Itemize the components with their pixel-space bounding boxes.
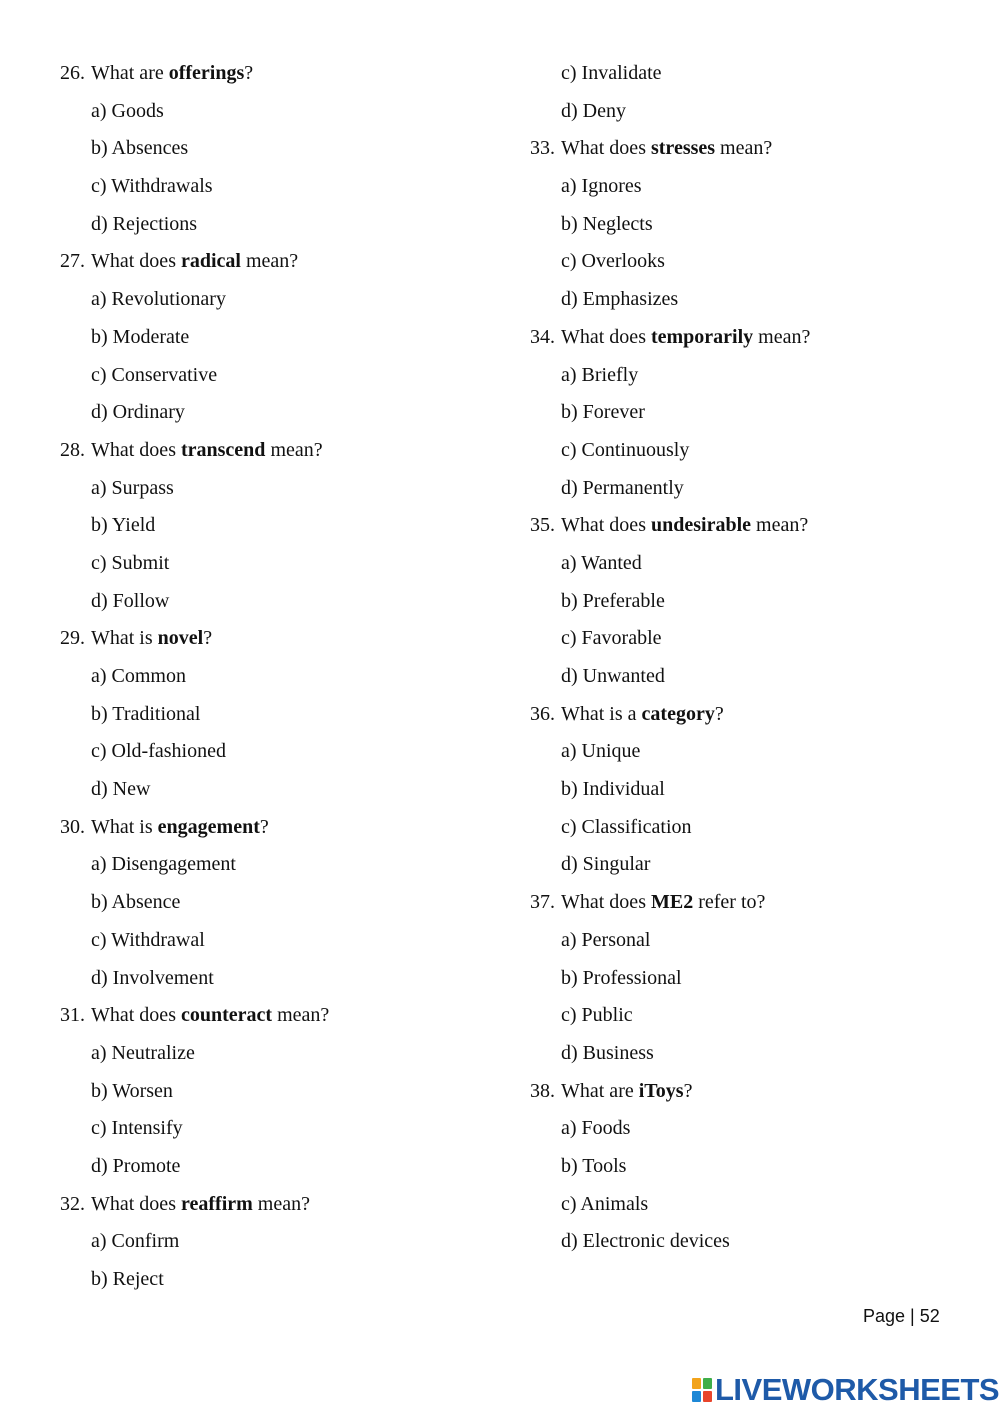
question-keyword: transcend (180, 438, 266, 461)
answer-option: d) Singular (561, 853, 651, 876)
answer-option: b) Moderate (91, 325, 190, 348)
question-number: 38. (530, 1079, 555, 1102)
answer-option: c) Invalidate (561, 62, 662, 84)
answer-option: d) Rejections (91, 212, 198, 235)
answer-option: b) Tools (561, 1154, 627, 1177)
question-prefix: What are (561, 1079, 639, 1102)
question-keyword: undesirable (650, 514, 752, 537)
question-text (91, 627, 212, 649)
logo-square (692, 1378, 701, 1389)
left-column (60, 55, 490, 1299)
question-prefix: What does (91, 250, 181, 273)
question-text (561, 137, 772, 159)
question-stem (60, 809, 490, 847)
answer-option: d) Electronic devices (561, 1230, 730, 1253)
answer-option: a) Personal (561, 928, 651, 951)
answer-option: b) Yield (91, 514, 156, 537)
question-prefix: What does (561, 514, 651, 537)
question-stem (60, 1186, 490, 1224)
question-keyword: radical (180, 250, 241, 273)
answer-option: c) Overlooks (561, 250, 665, 273)
question-keyword: engagement (157, 815, 260, 838)
question-keyword: iToys (638, 1079, 684, 1102)
answer-option: d) Emphasizes (561, 288, 679, 311)
question-keyword: ME2 (650, 891, 694, 914)
question-number: 29. (60, 627, 85, 650)
answer-option: a) Briefly (561, 363, 639, 386)
question-text (561, 514, 808, 536)
answer-option: a) Surpass (91, 476, 174, 499)
answer-option: a) Confirm (91, 1230, 180, 1253)
answer-option: c) Public (561, 1004, 633, 1027)
question-text (91, 439, 323, 461)
question-stem (530, 1073, 960, 1111)
question-suffix: mean? (240, 250, 299, 273)
question-number: 27. (60, 250, 85, 273)
answer-option: b) Absences (91, 137, 189, 160)
question-suffix: mean? (753, 325, 811, 348)
answer-option: b) Individual (561, 778, 665, 801)
question-number: 28. (60, 438, 85, 461)
question-prefix: What is (91, 815, 158, 838)
page-number: Page | 52 (863, 1306, 940, 1326)
question-suffix: mean? (715, 137, 773, 160)
question-keyword: reaffirm (180, 1192, 253, 1215)
question-number: 34. (530, 325, 555, 348)
liveworksheets-logo-icon (692, 1378, 712, 1402)
question-text (561, 703, 724, 725)
answer-option: a) Unique (561, 740, 641, 763)
right-column (530, 55, 960, 1261)
question-prefix: What is a (561, 702, 642, 725)
question-number: 32. (60, 1192, 85, 1215)
answer-option: d) Promote (91, 1154, 181, 1177)
question-stem (530, 696, 960, 734)
question-stem (60, 55, 490, 93)
question-text (561, 891, 765, 913)
question-prefix: What does (561, 325, 651, 348)
answer-option: a) Neutralize (91, 1041, 195, 1064)
answer-option: d) Unwanted (561, 665, 665, 687)
question-text (91, 62, 253, 84)
question-stem (530, 884, 960, 922)
answer-option: b) Preferable (561, 589, 665, 612)
question-keyword: offerings (168, 62, 245, 84)
answer-option: c) Animals (561, 1192, 649, 1215)
question-stem (60, 620, 490, 658)
question-prefix: What does (91, 1192, 181, 1215)
answer-option: c) Favorable (561, 627, 662, 650)
question-prefix: What does (561, 137, 651, 160)
answer-option: d) Deny (561, 99, 626, 122)
answer-option: c) Withdrawals (91, 175, 213, 198)
answer-option: d) Follow (91, 589, 170, 612)
answer-option: d) Permanently (561, 476, 684, 499)
answer-option: c) Conservative (91, 363, 218, 386)
question-keyword: stresses (650, 137, 716, 160)
logo-square (703, 1391, 712, 1402)
question-prefix: What does (91, 1004, 181, 1027)
question-prefix: What is (91, 627, 158, 650)
answer-option: d) Involvement (91, 966, 214, 989)
question-number: 36. (530, 702, 555, 725)
question-keyword: novel (157, 627, 204, 650)
answer-option: c) Intensify (91, 1117, 183, 1140)
answer-option: a) Goods (91, 99, 164, 122)
question-number: 30. (60, 815, 85, 838)
liveworksheets-logo[interactable] (692, 1372, 999, 1408)
answer-option: b) Forever (561, 401, 645, 424)
answer-option: d) Ordinary (91, 401, 185, 424)
logo-square (703, 1378, 712, 1389)
answer-option: a) Revolutionary (91, 288, 226, 311)
answer-option: a) Ignores (561, 175, 642, 198)
answer-option: a) Common (91, 665, 186, 687)
question-text (91, 1004, 329, 1026)
question-suffix: ? (259, 815, 269, 838)
answer-option: b) Professional (561, 966, 682, 989)
brand-name: LIVEWORKSHEETS (715, 1372, 1000, 1407)
question-suffix: mean? (252, 1192, 310, 1215)
question-suffix: ? (683, 1079, 693, 1102)
answer-option: b) Absence (91, 891, 181, 914)
question-keyword: counteract (180, 1004, 273, 1027)
question-prefix: What does (91, 438, 181, 461)
question-stem (60, 243, 490, 281)
question-stem (60, 432, 490, 470)
answer-option: a) Foods (561, 1117, 631, 1140)
answer-option: a) Disengagement (91, 853, 236, 876)
question-keyword: category (641, 702, 715, 725)
question-stem (530, 319, 960, 357)
question-number: 26. (60, 62, 85, 84)
question-prefix: What are (91, 62, 169, 84)
answer-option: b) Traditional (91, 702, 201, 725)
question-stem (60, 997, 490, 1035)
answer-option: c) Old-fashioned (91, 740, 226, 763)
answer-option: c) Classification (561, 815, 692, 838)
answer-option: c) Withdrawal (91, 928, 205, 951)
question-prefix: What does (561, 891, 651, 914)
answer-option: a) Wanted (561, 551, 642, 574)
question-number: 37. (530, 891, 555, 914)
question-suffix: ? (714, 702, 724, 725)
question-suffix: ? (244, 62, 254, 84)
question-text (91, 250, 298, 272)
question-keyword: temporarily (650, 325, 754, 348)
question-suffix: mean? (272, 1004, 330, 1027)
answer-option: b) Worsen (91, 1079, 173, 1102)
question-number: 35. (530, 514, 555, 537)
question-stem (530, 507, 960, 545)
answer-option: c) Continuously (561, 438, 690, 461)
question-stem (530, 130, 960, 168)
question-suffix: ? (203, 627, 213, 650)
answer-option: d) Business (561, 1041, 654, 1064)
logo-square (692, 1391, 701, 1402)
question-text (561, 1080, 692, 1102)
question-number: 31. (60, 1004, 85, 1027)
question-text (91, 1193, 310, 1215)
question-number: 33. (530, 137, 555, 160)
question-suffix: refer to? (693, 891, 766, 914)
question-suffix: mean? (265, 438, 323, 461)
answer-option: b) Reject (91, 1268, 164, 1290)
answer-option: c) Submit (91, 551, 170, 574)
answer-option: b) Neglects (561, 212, 653, 235)
answer-option: d) New (91, 778, 151, 801)
question-text (91, 816, 269, 838)
question-text (561, 326, 810, 348)
question-suffix: mean? (751, 514, 809, 537)
